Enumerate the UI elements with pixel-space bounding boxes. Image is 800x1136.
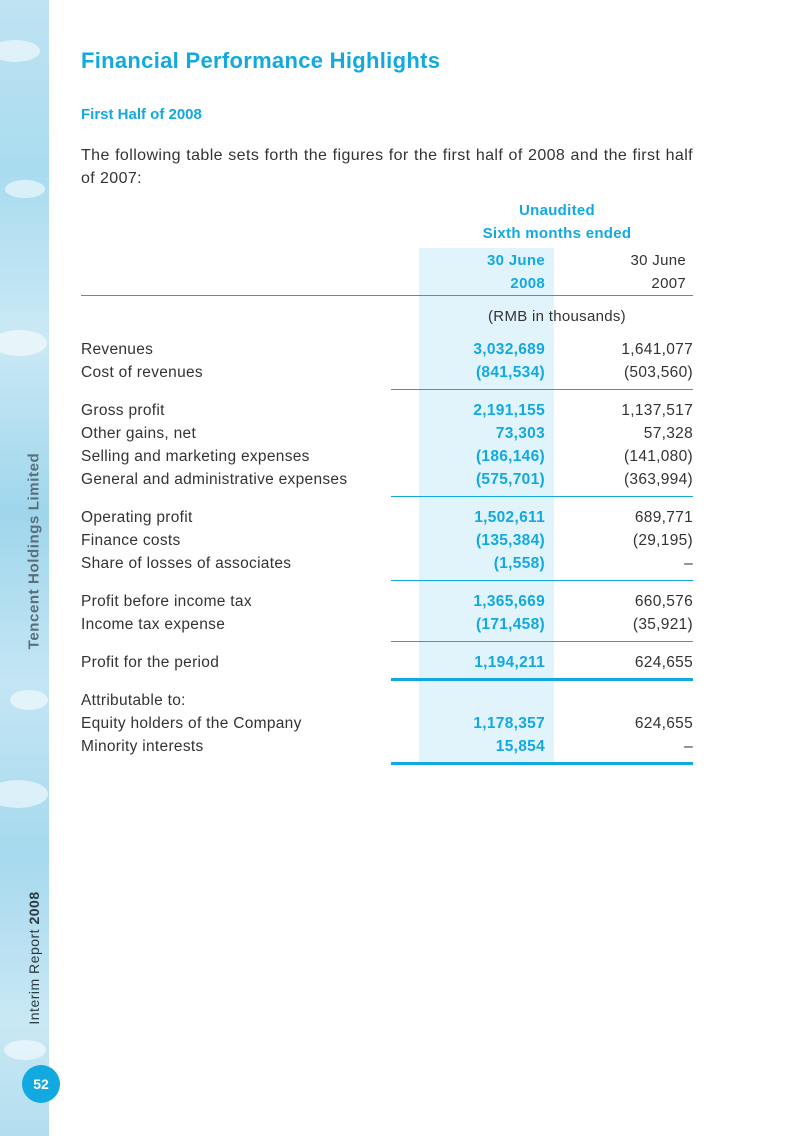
subtotal-divider (391, 389, 693, 390)
row-label: Revenues (81, 341, 154, 358)
table-row (81, 364, 693, 387)
row-label: Finance costs (81, 532, 181, 549)
row-value-2007: (363,994) (623, 471, 693, 488)
row-value-2007: 57,328 (643, 425, 693, 442)
row-label: Minority interests (81, 738, 204, 755)
table-row (81, 341, 693, 364)
table-row (81, 471, 693, 494)
row-value-2008: 1,194,211 (474, 654, 545, 671)
report-prefix: Interim Report (26, 928, 42, 1025)
table-row (81, 555, 693, 578)
table-header-unaudited: Unaudited (518, 202, 596, 219)
table-row (81, 448, 693, 471)
row-label: General and administrative expenses (81, 471, 348, 488)
row-label: Other gains, net (81, 425, 197, 442)
cloud-decoration (0, 780, 48, 808)
cloud-decoration (5, 180, 45, 198)
report-year: 2008 (26, 891, 42, 925)
column-header-2008-year: 2008 (510, 275, 545, 292)
section-subtitle: First Half of 2008 (81, 106, 202, 123)
column-header-2007 (554, 249, 686, 295)
total-divider (391, 762, 693, 765)
row-value-2007: 624,655 (634, 715, 693, 732)
row-label: Selling and marketing expenses (81, 448, 310, 465)
row-label: Cost of revenues (81, 364, 203, 381)
row-value-2007: 1,641,077 (621, 341, 693, 358)
row-value-2008: 1,502,611 (474, 509, 545, 526)
row-value-2008: 2,191,155 (473, 402, 545, 419)
current-period-highlight (419, 248, 554, 764)
row-label: Equity holders of the Company (81, 715, 302, 732)
row-value-2008: 3,032,689 (473, 341, 545, 358)
row-value-2008: 15,854 (495, 738, 545, 755)
row-value-2008: (841,534) (475, 364, 545, 381)
table-header-period: Sixth months ended (482, 225, 632, 242)
cloud-decoration (0, 40, 40, 62)
units-label: (RMB in thousands) (488, 308, 626, 325)
row-value-2007: 1,137,517 (621, 402, 693, 419)
row-value-2008: 73,303 (495, 425, 545, 442)
subtotal-divider (391, 496, 693, 497)
table-row (81, 593, 693, 616)
row-value-2008: (575,701) (475, 471, 545, 488)
subtotal-divider (391, 580, 693, 581)
column-header-2008-date: 30 June (487, 252, 545, 269)
row-value-2008: (186,146) (475, 448, 545, 465)
table-row (81, 532, 693, 555)
column-header-2007-year: 2007 (651, 275, 686, 292)
cloud-decoration (4, 1040, 46, 1060)
page-number-badge: 52 (22, 1065, 60, 1103)
row-label: Share of losses of associates (81, 555, 292, 572)
row-value-2007: (35,921) (632, 616, 693, 633)
row-label: Profit for the period (81, 654, 220, 671)
row-value-2007: (503,560) (623, 364, 693, 381)
row-value-2008: (135,384) (475, 532, 545, 549)
row-label: Attributable to: (81, 692, 186, 709)
row-value-2008: (1,558) (493, 555, 545, 572)
row-label: Income tax expense (81, 616, 226, 633)
row-value-2008: 1,178,357 (473, 715, 545, 732)
cloud-decoration (0, 330, 47, 356)
table-row (81, 509, 693, 532)
row-label: Gross profit (81, 402, 165, 419)
table-row (81, 692, 693, 715)
total-divider (391, 678, 693, 681)
cloud-decoration (10, 690, 48, 710)
table-row (81, 654, 693, 677)
row-value-2007: 689,771 (634, 509, 693, 526)
page-title: Financial Performance Highlights (81, 48, 441, 73)
table-row (81, 425, 693, 448)
row-value-2007: (29,195) (632, 532, 693, 549)
header-divider (81, 295, 693, 296)
row-label: Operating profit (81, 509, 193, 526)
table-row (81, 715, 693, 738)
intro-paragraph: The following table sets forth the figures for the first half of 2008 and the first half of 2007: (81, 147, 693, 187)
row-value-2008: 1,365,669 (473, 593, 545, 610)
table-row (81, 738, 693, 761)
row-label: Profit before income tax (81, 593, 252, 610)
report-name-vertical (26, 891, 42, 1024)
column-header-2007-date: 30 June (630, 252, 686, 269)
row-value-2007: – (684, 555, 693, 572)
row-value-2007: (141,080) (623, 448, 693, 465)
company-name-vertical: Tencent Holdings Limited (25, 452, 43, 650)
row-value-2007: – (684, 738, 693, 755)
subtotal-divider (391, 641, 693, 642)
table-row (81, 616, 693, 639)
row-value-2007: 624,655 (634, 654, 693, 671)
row-value-2007: 660,576 (634, 593, 693, 610)
table-row (81, 402, 693, 425)
column-header-2008 (419, 249, 545, 295)
row-value-2008: (171,458) (475, 616, 545, 633)
